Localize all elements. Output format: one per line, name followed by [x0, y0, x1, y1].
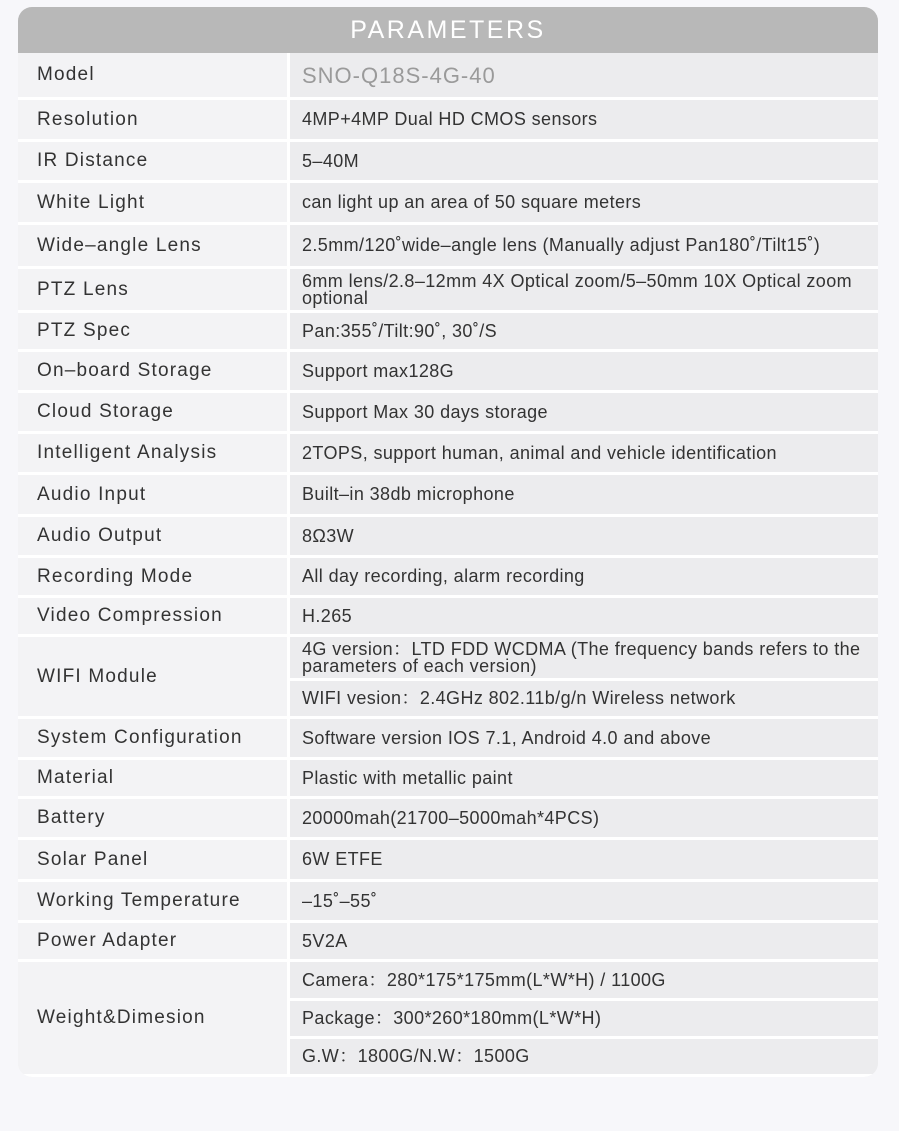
- spec-value: Support max128G: [290, 352, 878, 390]
- spec-row-battery: [18, 799, 878, 840]
- spec-value: 4MP+4MP Dual HD CMOS sensors: [290, 100, 878, 139]
- spec-values: [290, 100, 878, 139]
- spec-values: [290, 517, 878, 555]
- spec-row-wifi-module: [18, 637, 878, 719]
- spec-row-wide-angle-lens: [18, 225, 878, 269]
- spec-value: SNO-Q18S-4G-40: [290, 53, 878, 97]
- spec-row-power-adapter: [18, 923, 878, 962]
- spec-label: White Light: [18, 183, 290, 222]
- spec-value: 6mm lens/2.8–12mm 4X Optical zoom/5–50mm 10X Optical zoom optional: [290, 269, 878, 310]
- spec-values: [290, 269, 878, 310]
- spec-label: Power Adapter: [18, 923, 290, 959]
- spec-value: Support Max 30 days storage: [290, 393, 878, 431]
- spec-values: [290, 799, 878, 837]
- spec-values: [290, 393, 878, 431]
- spec-label: Resolution: [18, 100, 290, 139]
- spec-values: [290, 923, 878, 959]
- spec-label: Video Compression: [18, 598, 290, 634]
- spec-value: G.W：1800G/N.W：1500G: [290, 1036, 878, 1074]
- parameters-title: PARAMETERS: [350, 15, 546, 44]
- spec-row-ir-distance: [18, 142, 878, 183]
- spec-row-ptz-spec: [18, 313, 878, 352]
- spec-label: Material: [18, 760, 290, 796]
- spec-values: [290, 313, 878, 349]
- spec-row-recording-mode: [18, 558, 878, 598]
- spec-label: Weight&Dimesion: [18, 962, 290, 1074]
- spec-label: Recording Mode: [18, 558, 290, 595]
- spec-label: Battery: [18, 799, 290, 837]
- spec-value: H.265: [290, 598, 878, 634]
- spec-values: [290, 598, 878, 634]
- spec-values: [290, 882, 878, 920]
- spec-values: [290, 475, 878, 514]
- spec-value: Pan:355˚/Tilt:90˚, 30˚/S: [290, 313, 878, 349]
- spec-row-model: [18, 53, 878, 100]
- spec-values: [290, 962, 878, 1074]
- spec-values: [290, 352, 878, 390]
- spec-value: WIFI vesion：2.4GHz 802.11b/g/n Wireless network: [290, 678, 878, 716]
- spec-label: Model: [18, 53, 290, 97]
- spec-value: 5–40M: [290, 142, 878, 180]
- spec-label: Cloud Storage: [18, 393, 290, 431]
- spec-row-audio-output: [18, 517, 878, 558]
- spec-row-working-temperature: [18, 882, 878, 923]
- parameters-table: [18, 7, 878, 1077]
- spec-row-video-compression: [18, 598, 878, 637]
- spec-values: [290, 840, 878, 879]
- spec-label: PTZ Lens: [18, 269, 290, 310]
- spec-value: Camera：280*175*175mm(L*W*H) / 1100G: [290, 962, 878, 998]
- spec-label: Audio Input: [18, 475, 290, 514]
- spec-row-system-configuration: [18, 719, 878, 760]
- spec-row-ptz-lens: [18, 269, 878, 313]
- spec-values: [290, 558, 878, 595]
- spec-row-cloud-storage: [18, 393, 878, 434]
- spec-label: Audio Output: [18, 517, 290, 555]
- spec-row-solar-panel: [18, 840, 878, 882]
- spec-row-weight-dimesion: [18, 962, 878, 1077]
- spec-label: System Configuration: [18, 719, 290, 757]
- spec-values: [290, 637, 878, 716]
- spec-value: can light up an area of 50 square meters: [290, 183, 878, 222]
- spec-label: IR Distance: [18, 142, 290, 180]
- spec-values: [290, 225, 878, 266]
- spec-values: [290, 53, 878, 97]
- spec-value: 6W ETFE: [290, 840, 878, 879]
- spec-value: 4G version：LTD FDD WCDMA (The frequency bands refers to the parameters of each version): [290, 637, 878, 678]
- spec-label: On–board Storage: [18, 352, 290, 390]
- spec-row-white-light: [18, 183, 878, 225]
- spec-label: PTZ Spec: [18, 313, 290, 349]
- spec-label: Solar Panel: [18, 840, 290, 879]
- spec-value: 2TOPS, support human, animal and vehicle identification: [290, 434, 878, 472]
- parameters-header: [18, 7, 878, 53]
- spec-value: Plastic with metallic paint: [290, 760, 878, 796]
- spec-values: [290, 719, 878, 757]
- spec-label: Wide–angle Lens: [18, 225, 290, 266]
- spec-value: 20000mah(21700–5000mah*4PCS): [290, 799, 878, 837]
- spec-value: Built–in 38db microphone: [290, 475, 878, 514]
- spec-value: All day recording, alarm recording: [290, 558, 878, 595]
- spec-label: WIFI Module: [18, 637, 290, 716]
- spec-value: Software version IOS 7.1, Android 4.0 and above: [290, 719, 878, 757]
- parameter-rows: [18, 53, 878, 1077]
- spec-row-material: [18, 760, 878, 799]
- spec-value: –15˚–55˚: [290, 882, 878, 920]
- spec-row-on-board-storage: [18, 352, 878, 393]
- spec-values: [290, 434, 878, 472]
- spec-value: 5V2A: [290, 923, 878, 959]
- spec-value: 2.5mm/120˚wide–angle lens (Manually adjust Pan180˚/Tilt15˚): [290, 225, 878, 266]
- spec-row-intelligent-analysis: [18, 434, 878, 475]
- spec-values: [290, 142, 878, 180]
- spec-value: 8Ω3W: [290, 517, 878, 555]
- spec-row-resolution: [18, 100, 878, 142]
- spec-label: Working Temperature: [18, 882, 290, 920]
- spec-values: [290, 760, 878, 796]
- spec-row-audio-input: [18, 475, 878, 517]
- spec-value: Package：300*260*180mm(L*W*H): [290, 998, 878, 1036]
- spec-values: [290, 183, 878, 222]
- spec-label: Intelligent Analysis: [18, 434, 290, 472]
